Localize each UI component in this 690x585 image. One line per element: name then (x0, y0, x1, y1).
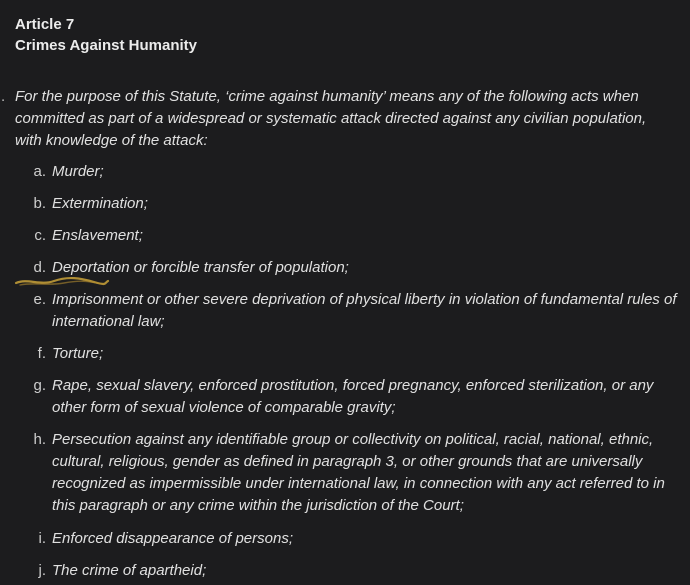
list-item-text: Enforced disappearance of persons; (52, 530, 293, 547)
intro-paragraph (1, 86, 675, 152)
list-item (33, 257, 677, 279)
list-item-text: Enslavement; (52, 227, 143, 244)
list-item-letter: g. (33, 377, 46, 394)
list-item-text: Rape, sexual slavery, enforced prostitution, forced pregnancy, enforced sterilization, or any other form of sexual violence of comparable gravity; (52, 377, 654, 416)
intro-text: For the purpose of this Statute, ‘crime against humanity’ means any of the following acts when committed as part of a widespread or systematic attack directed against any civilian population, with knowledge of the attack: (15, 88, 647, 149)
list-item (34, 225, 677, 247)
list-item (38, 560, 677, 582)
list-item (33, 289, 677, 333)
list-item-text: Deportation or forcible transfer of population; (52, 259, 349, 276)
list-item-text: Torture; (52, 345, 104, 362)
list-item-letter: i. (38, 530, 46, 547)
list-item (33, 375, 677, 419)
list-item (38, 528, 677, 550)
list-item-text: The crime of apartheid; (52, 562, 207, 579)
list-item-letter: d. (33, 259, 46, 276)
article-number: Article 7 (15, 16, 75, 33)
article-header (15, 14, 197, 56)
list-item-text: Imprisonment or other severe deprivation of physical liberty in violation of fundamental rules of international law; (52, 291, 677, 330)
list-item-letter: a. (33, 163, 46, 180)
article-title: Crimes Against Humanity (15, 37, 197, 54)
list-item-text: Extermination; (52, 195, 148, 212)
list-item-letter: f. (37, 345, 46, 362)
list-item-letter: b. (33, 195, 46, 212)
list-item (37, 343, 677, 365)
list-item-letter: j. (38, 562, 46, 579)
list-item-text: Persecution against any identifiable group or collectivity on political, racial, national, ethnic, cultural, religious, gender as defined in paragraph 3, or other grounds that are universally recognized as impermissible under international law, in connection with any act referred to in this paragraph or any crime within the jurisdiction of the Court; (52, 431, 665, 514)
list-item (33, 429, 677, 517)
list-item-letter: e. (33, 291, 46, 308)
list-item (33, 161, 677, 183)
list-item-letter: c. (34, 227, 46, 244)
intro-number: . (1, 88, 6, 105)
list-item-letter: h. (33, 431, 46, 448)
list-item (33, 193, 677, 215)
list-item-text: Murder; (52, 163, 104, 180)
